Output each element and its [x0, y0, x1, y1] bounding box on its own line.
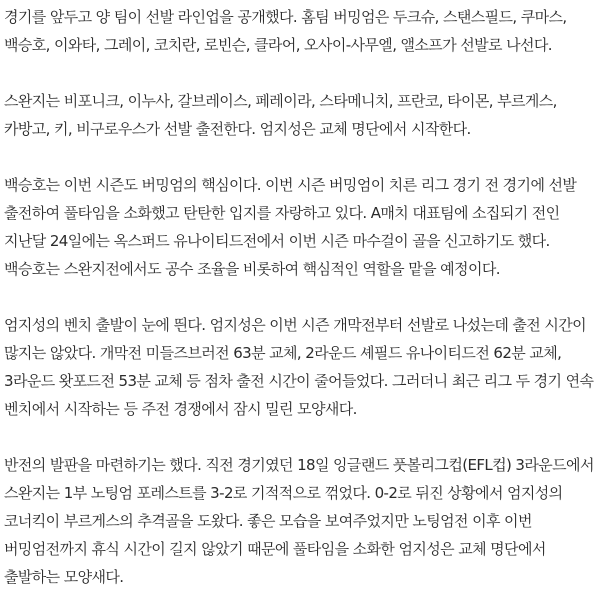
- article-body: [4, 3, 596, 591]
- paragraph-paik-seungho: 백승호는 이번 시즌도 버밍엄의 핵심이다. 이번 시즌 버밍엄이 치른 리그 경기 전 경기에 선발 출전하여 풀타임을 소화했고 탄탄한 입지를 자랑하고 있다. A매치 대표팀에 소집되기 전인 지난달 24일에는 옥스퍼드 유나이티드전에서 이번 시즌 마수걸이 골을 신고하기도 했다. 백승호는 스완지전에서도 공수 조율을 비롯하여 핵심적인 역할을 맡을 예정이다.: [4, 176, 577, 278]
- paragraph-lineups-birmingham: 경기를 앞두고 양 팀이 선발 라인업을 공개했다. 홈팀 버밍엄은 두크슈, 스탠스필드, 쿠마스, 백승호, 이와타, 그레이, 코치란, 로빈슨, 클라어, 오사이-사무엘, 앨소프가 선발로 나선다.: [4, 8, 567, 54]
- paragraph-eom-jisung-bench: 엄지성의 벤치 출발이 눈에 띈다. 엄지성은 이번 시즌 개막전부터 선발로 나섰는데 출전 시간이 많지는 않았다. 개막전 미들즈브러전 63분 교체, 2라운드 셰필드 유나이티드전 62분 교체, 3라운드 왓포드전 53분 교체 등 점차 출전 시간이 줄어들었다. 그러더니 최근 리그 두 경기 연속 벤치에서 시작하는 등 주전 경쟁에서 잠시 밀린 모양새다.: [4, 316, 594, 418]
- paragraph-efl-cup-comeback: 반전의 발판을 마련하기는 했다. 직전 경기였던 18일 잉글랜드 풋볼리그컵(EFL컵) 3라운드에서 스완지는 1부 노팅엄 포레스트를 3-2로 기적적으로 꺾었다. 0-2로 뒤진 상황에서 엄지성의 코너킥이 부르게스의 추격골을 도왔다. 좋은 모습을 보여주었지만 노팅엄전 이후 이번 버밍엄전까지 휴식 시간이 길지 않았기 때문에 풀타임을 소화한 엄지성은 교체 명단에서 출발하는 모양새다.: [4, 456, 594, 586]
- paragraph-lineups-swansea: 스완지는 비포니크, 이누사, 갈브레이스, 페레이라, 스타메니치, 프란코, 타이몬, 부르게스, 카방고, 키, 비구로우스가 선발 출전한다. 엄지성은 교체 명단에서 시작한다.: [4, 92, 557, 138]
